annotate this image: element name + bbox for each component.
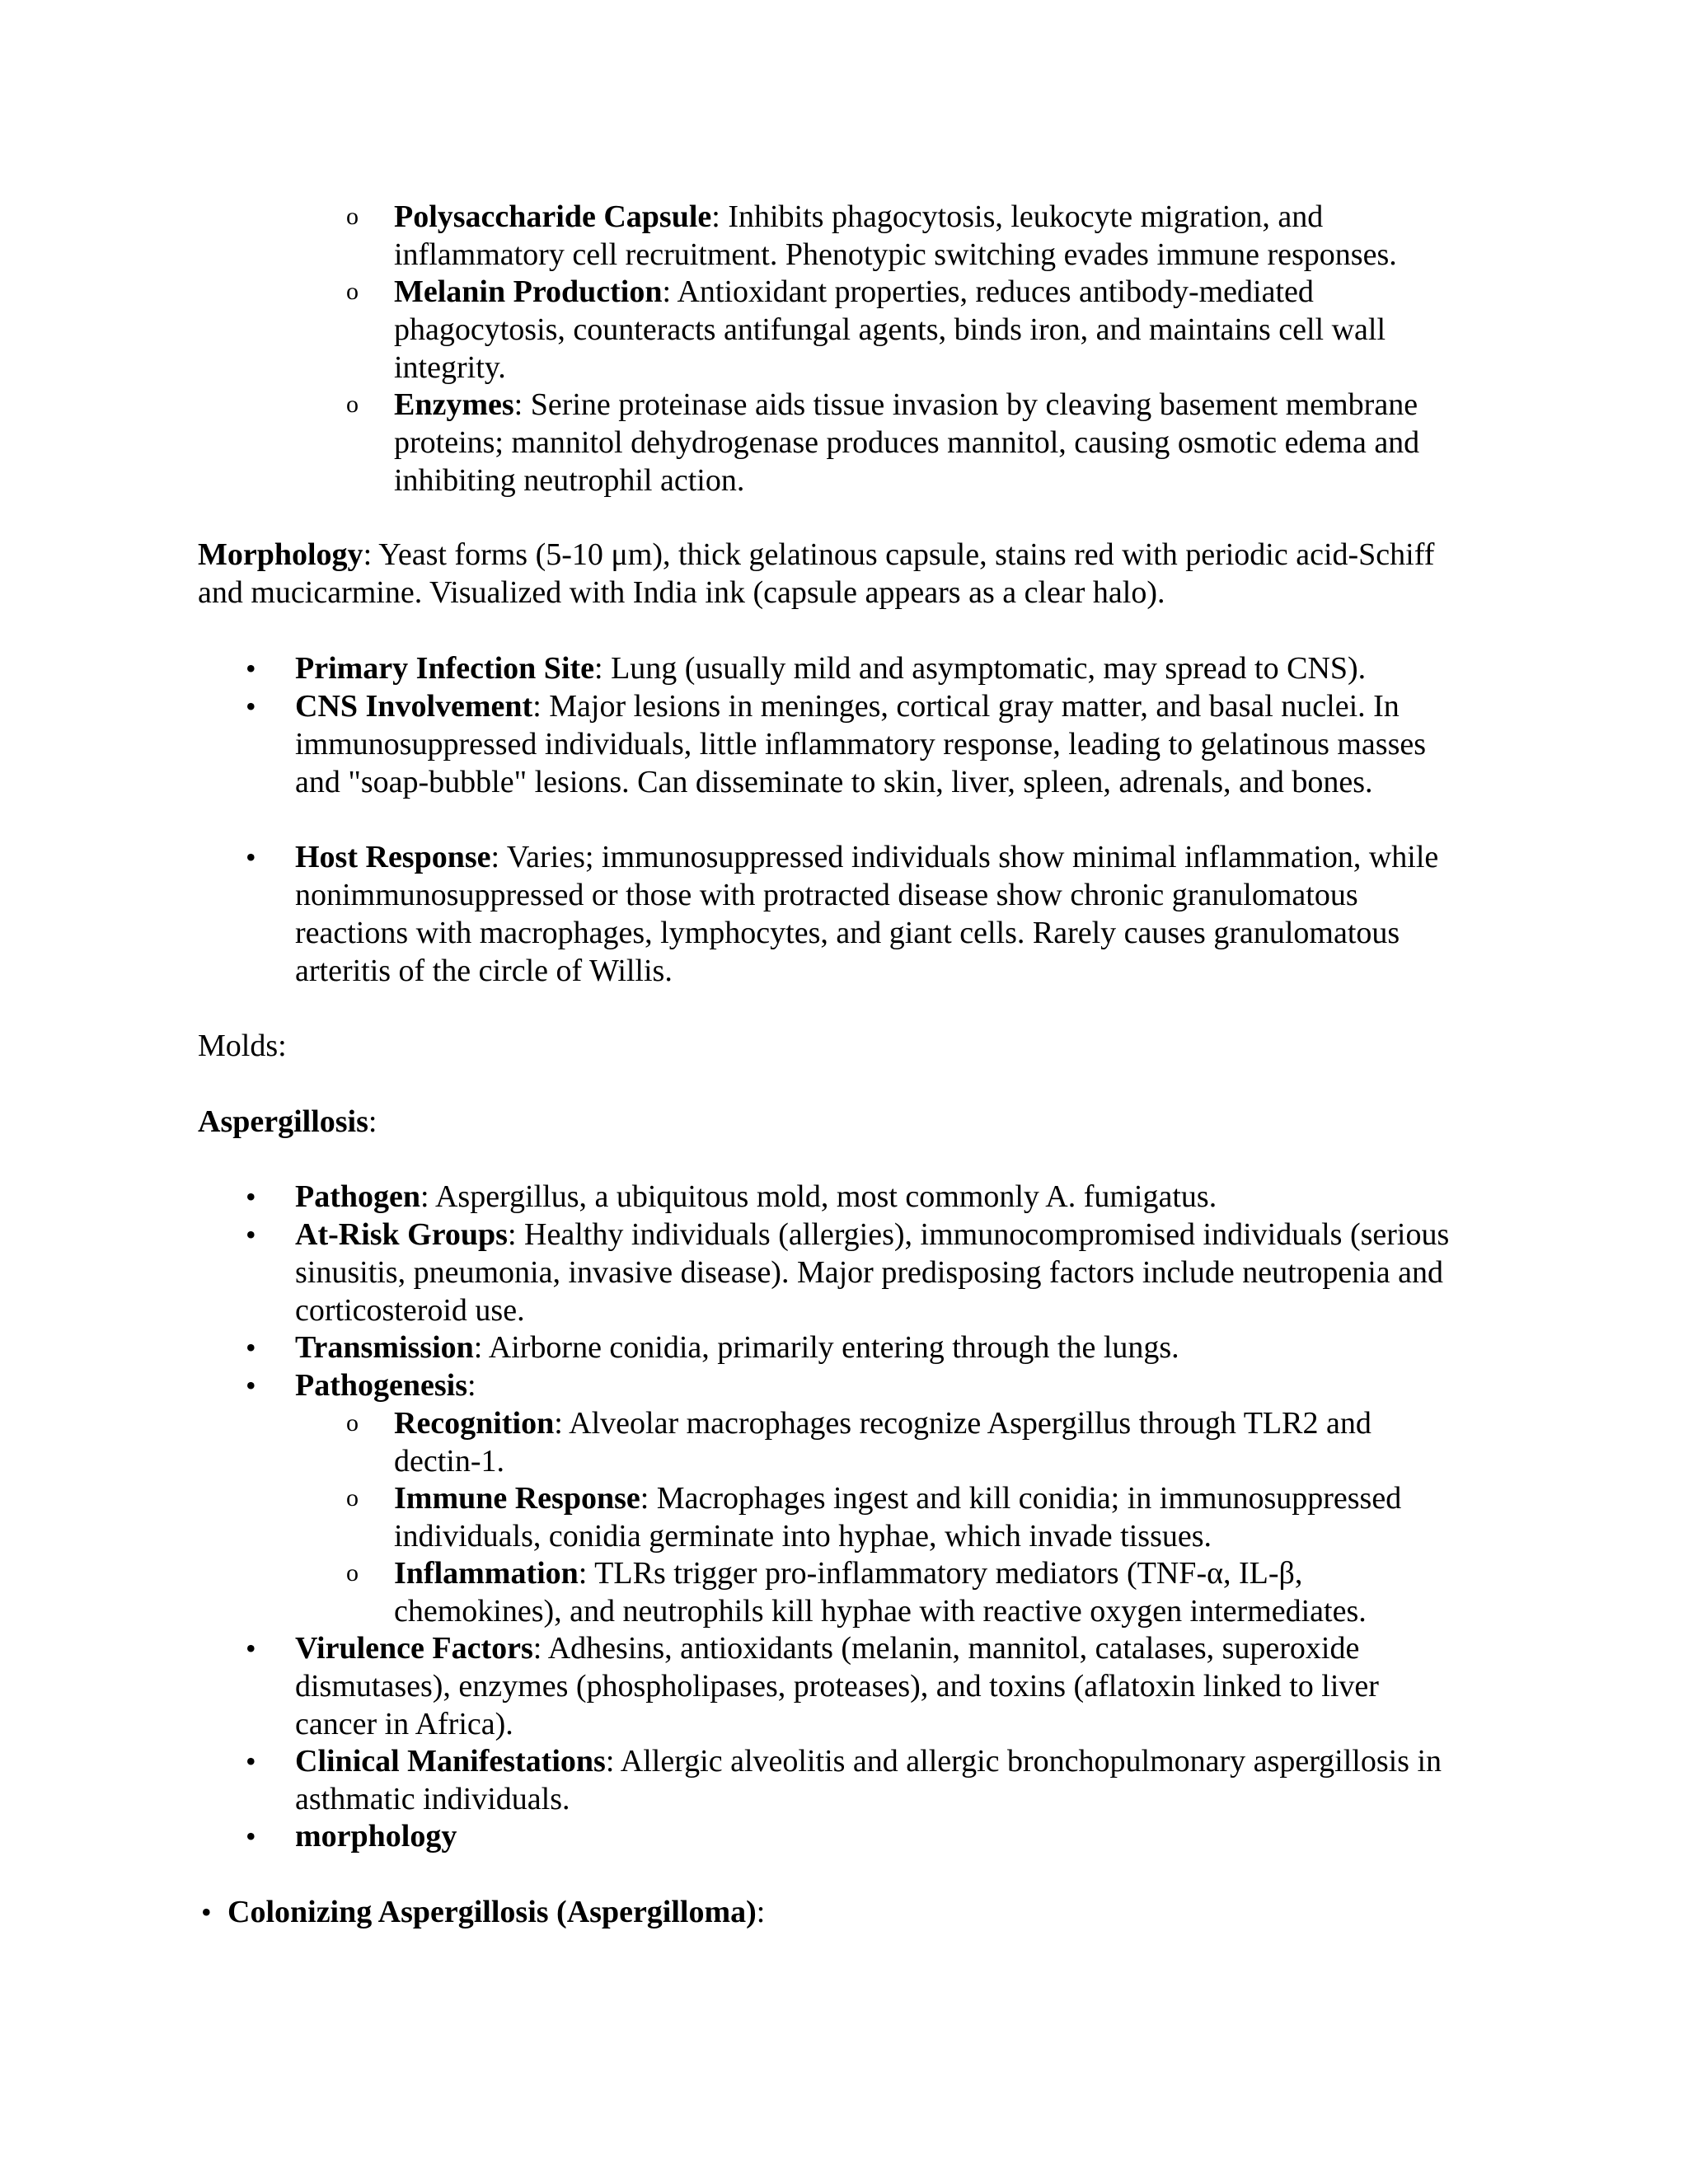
bullet-marker: • [246, 841, 256, 874]
bullet-marker: • [246, 690, 256, 723]
term: Host Response [295, 840, 491, 874]
bullet-marker: • [201, 1896, 212, 1929]
morphology-term: Morphology [198, 537, 363, 572]
list-item-text [295, 838, 1465, 990]
list-item-text [295, 1329, 1465, 1366]
term: morphology [295, 1819, 457, 1854]
heading-term: Aspergillosis [198, 1104, 368, 1139]
description: : Lung (usually mild and asymptomatic, may spread to CNS). [594, 651, 1367, 686]
description: : [756, 1895, 766, 1929]
term: Transmission [295, 1330, 474, 1365]
list-item-text [295, 1817, 1465, 1855]
list-item-text [394, 198, 1490, 274]
term: Enzymes [394, 387, 514, 422]
bullet-marker: • [246, 1369, 256, 1402]
term: Immune Response [394, 1481, 640, 1516]
list-item-text [394, 386, 1490, 499]
sub-bullet-marker: o [346, 1409, 359, 1436]
description: : Antioxidant properties, reduces antibody-mediated phagocytosis, counteracts antifungal agents, binds iron, and maintains cell wall integrity. [394, 274, 1386, 385]
bullet-marker: • [246, 1820, 256, 1853]
morphology-paragraph [198, 536, 1451, 612]
term: Pathogen [295, 1179, 420, 1214]
list-item-text [295, 649, 1465, 687]
description: : Macrophages ingest and kill conidia; in immunosuppressed individuals, conidia germinate into hyphae, which invade tissues. [394, 1481, 1402, 1554]
list-item-text [295, 1629, 1465, 1743]
list-item-text [394, 1479, 1465, 1555]
term: Pathogenesis [295, 1368, 467, 1403]
list-item-text [394, 273, 1490, 387]
description: : Healthy individuals (allergies), immunocompromised individuals (serious sinusitis, pneumonia, invasive disease). Major predisposing factors include neutropenia and corticosteroid use. [295, 1217, 1450, 1328]
sub-bullet-marker: o [346, 1484, 359, 1511]
list-item-text [394, 1404, 1465, 1480]
description: : [467, 1368, 476, 1403]
list-item-text [295, 1178, 1465, 1216]
bullet-marker: • [246, 1218, 256, 1251]
list-item-text [295, 1216, 1465, 1329]
bullet-marker: • [246, 1745, 256, 1778]
morphology-text: : Yeast forms (5-10 μm), thick gelatinous capsule, stains red with periodic acid-Schiff and mucicarmine. Visualized with India ink (capsule appears as a clear halo). [198, 537, 1435, 610]
description: : Alveolar macrophages recognize Aspergillus through TLR2 and dectin-1. [394, 1406, 1372, 1479]
description: : Varies; immunosuppressed individuals show minimal inflammation, while nonimmunosuppressed or those with protracted disease show chronic granulomatous reactions with macrophages, lymphocytes, and giant cells. Rarely causes granulomatous arteritis of the circle of Willis. [295, 840, 1439, 988]
term: Virulence Factors [295, 1631, 533, 1666]
term: Inflammation [394, 1556, 579, 1591]
sub-bullet-marker: o [346, 1559, 359, 1586]
description: : Adhesins, antioxidants (melanin, mannitol, catalases, superoxide dismutases), enzymes (phospholipases, proteases), and toxins (aflatoxin linked to liver cancer in Africa). [295, 1631, 1379, 1741]
term: CNS Involvement [295, 689, 533, 724]
description: : TLRs trigger pro-inflammatory mediators (TNF-α, IL-β, chemokines), and neutrophils kill hyphae with reactive oxygen intermediates. [394, 1556, 1367, 1629]
list-item-text [227, 1893, 1464, 1931]
term: Primary Infection Site [295, 651, 595, 686]
term: Melanin Production [394, 274, 663, 309]
sub-bullet-marker: o [346, 278, 359, 305]
molds-heading: Molds: [198, 1029, 287, 1063]
list-item-text [295, 1742, 1498, 1818]
sub-bullet-marker: o [346, 391, 359, 418]
description: : Inhibits phagocytosis, leukocyte migration, and inflammatory cell recruitment. Phenotypic switching evades immune responses. [394, 199, 1397, 272]
description: : Aspergillus, a ubiquitous mold, most commonly A. fumigatus. [420, 1179, 1217, 1214]
description: : Serine proteinase aids tissue invasion by cleaving basement membrane proteins; mannitol dehydrogenase produces mannitol, causing osmotic edema and inhibiting neutrophil action. [394, 387, 1420, 498]
description: : Airborne conidia, primarily entering through the lungs. [473, 1330, 1179, 1365]
term: At-Risk Groups [295, 1217, 508, 1252]
description: : Major lesions in meninges, cortical gray matter, and basal nuclei. In immunosuppressed individuals, little inflammatory response, leading to gelatinous masses and "soap-bubble" lesions. Can disseminate to skin, liver, spleen, adrenals, and bones. [295, 689, 1427, 799]
heading-colon: : [368, 1104, 377, 1139]
term: Recognition [394, 1406, 555, 1441]
term: Polysaccharide Capsule [394, 199, 712, 234]
sub-bullet-marker: o [346, 203, 359, 230]
bullet-marker: • [246, 1331, 256, 1364]
list-item-text [394, 1554, 1465, 1630]
aspergillosis-heading [198, 1103, 1517, 1141]
term: Clinical Manifestations [295, 1744, 606, 1779]
list-item-text [295, 687, 1465, 801]
term: Colonizing Aspergillosis (Aspergilloma) [227, 1895, 757, 1929]
bullet-marker: • [246, 1632, 256, 1665]
bullet-marker: • [246, 652, 256, 685]
bullet-marker: • [246, 1180, 256, 1213]
description: : Allergic alveolitis and allergic bronchopulmonary aspergillosis in asthmatic individuals. [295, 1744, 1442, 1816]
list-item-text [295, 1366, 1465, 1404]
